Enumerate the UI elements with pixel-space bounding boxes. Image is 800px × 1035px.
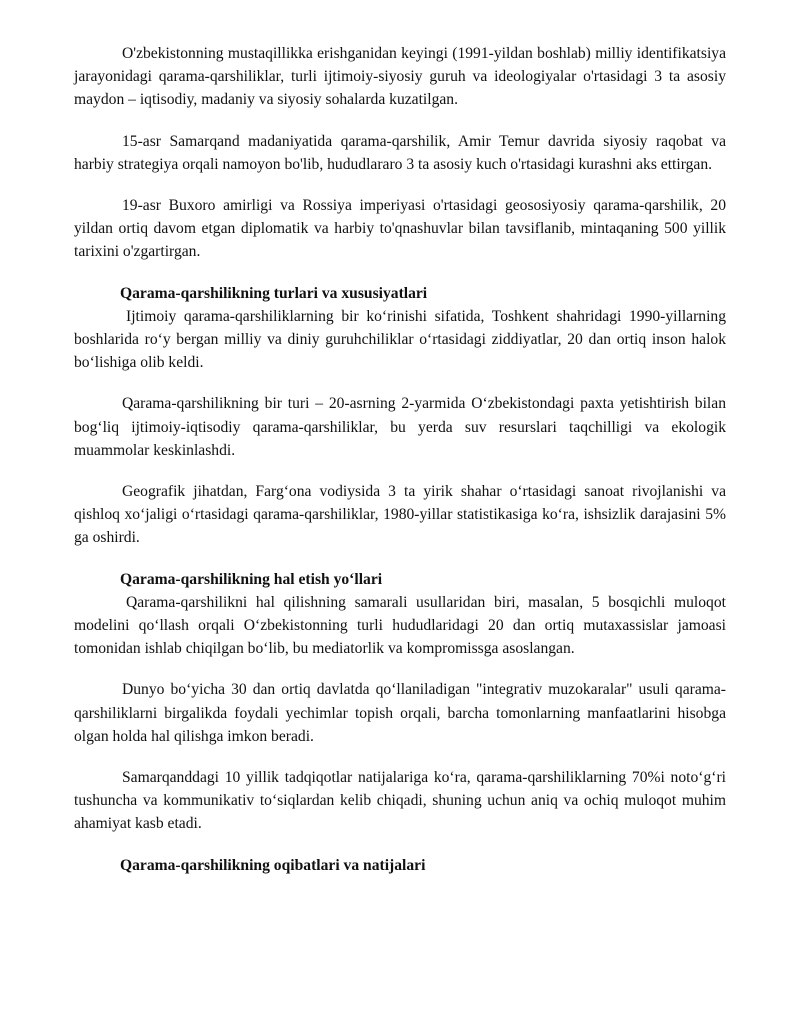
intro-paragraph-2: 15-asr Samarqand madaniyatida qarama-qarshilik, Amir Temur davrida siyosiy raqobat va harbiy strategiya orqali namoyon bo'lib, hududlararo 3 ta asosiy kuch o'rtasidagi kurashni aks ettirgan. [74, 132, 726, 173]
section-heading-types: Qarama-qarshilikning turlari va xususiyatlari [120, 284, 428, 302]
types-paragraph-1: Ijtimoiy qarama-qarshiliklarning bir ko‘rinishi sifatida, Toshkent shahridagi 1990-yillarning boshlarida ro‘y bergan milliy va diniy guruhchiliklar o‘rtasidagi ziddiyatlar, 20 dan ortiq inson halok bo‘lishiga olib keldi. [74, 307, 726, 372]
intro-paragraph-1: O'zbekistonning mustaqillikka erishganidan keyingi (1991-yildan boshlab) milliy identifikatsiya jarayonidagi qarama-qarshiliklar, turli ijtimoiy-siyosiy guruh va ideologiyalar o'rtasidagi 3 ta asosiy maydon – iqtisodiy, madaniy va siyosiy sohalarda kuzatilgan. [74, 45, 726, 109]
intro-paragraph-3: 19-asr Buxoro amirligi va Rossiya imperiyasi o'rtasidagi geososiyosiy qarama-qarshilik, 20 yildan ortiq davom etgan diplomatik va harbiy to'qnashuvlar bilan tavsiflanib, mintaqaning 500 yillik tarixini o'zgartirgan. [74, 197, 726, 261]
types-paragraph-3: Geografik jihatdan, Farg‘ona vodiysida 3 ta yirik shahar o‘rtasidagi sanoat rivojlanishi va qishloq xo‘jaligi o‘rtasidagi qarama-qarshiliklar, 1980-yillar statistikasiga ko‘ra, ishsizlik darajasini 5% ga oshirdi. [74, 483, 726, 547]
section-heading-resolution: Qarama-qarshilikning hal etish yo‘llari [120, 570, 383, 588]
types-paragraph-2: Qarama-qarshilikning bir turi – 20-asrning 2-yarmida O‘zbekistondagi paxta yetishtirish bilan bog‘liq ijtimoiy-iqtisodiy qarama-qarshiliklar, bu yerda suv resurslari taqchilligi va ekologik muammolar keskinlashdi. [74, 395, 726, 459]
resolution-paragraph-3: Samarqanddagi 10 yillik tadqiqotlar natijalariga ko‘ra, qarama-qarshiliklarning 70%i noto‘g‘ri tushuncha va kommunikativ to‘siqlardan kelib chiqadi, shuning uchun aniq va ochiq muloqot muhim ahamiyat kasb etadi. [74, 769, 726, 833]
resolution-paragraph-1: Qarama-qarshilikni hal qilishning samarali usullaridan biri, masalan, 5 bosqichli muloqot modelini qo‘llash orqali O‘zbekistonning turli hududlaridagi 20 dan ortiq mutaxassislar jamoasi tomonidan ishlab chiqilgan bo‘lib, bu mediatorlik va kompromissga asoslangan. [74, 593, 726, 658]
resolution-paragraph-2: Dunyo bo‘yicha 30 dan ortiq davlatda qo‘llaniladigan "integrativ muzokaralar" usuli qarama-qarshiliklarni birgalikda foydali yechimlar topish orqali, barcha tomonlarning manfaatlarini hisobga olgan holda hal qilishga imkon beradi. [74, 681, 726, 745]
section-heading-consequences: Qarama-qarshilikning oqibatlari va natijalari [120, 856, 426, 874]
